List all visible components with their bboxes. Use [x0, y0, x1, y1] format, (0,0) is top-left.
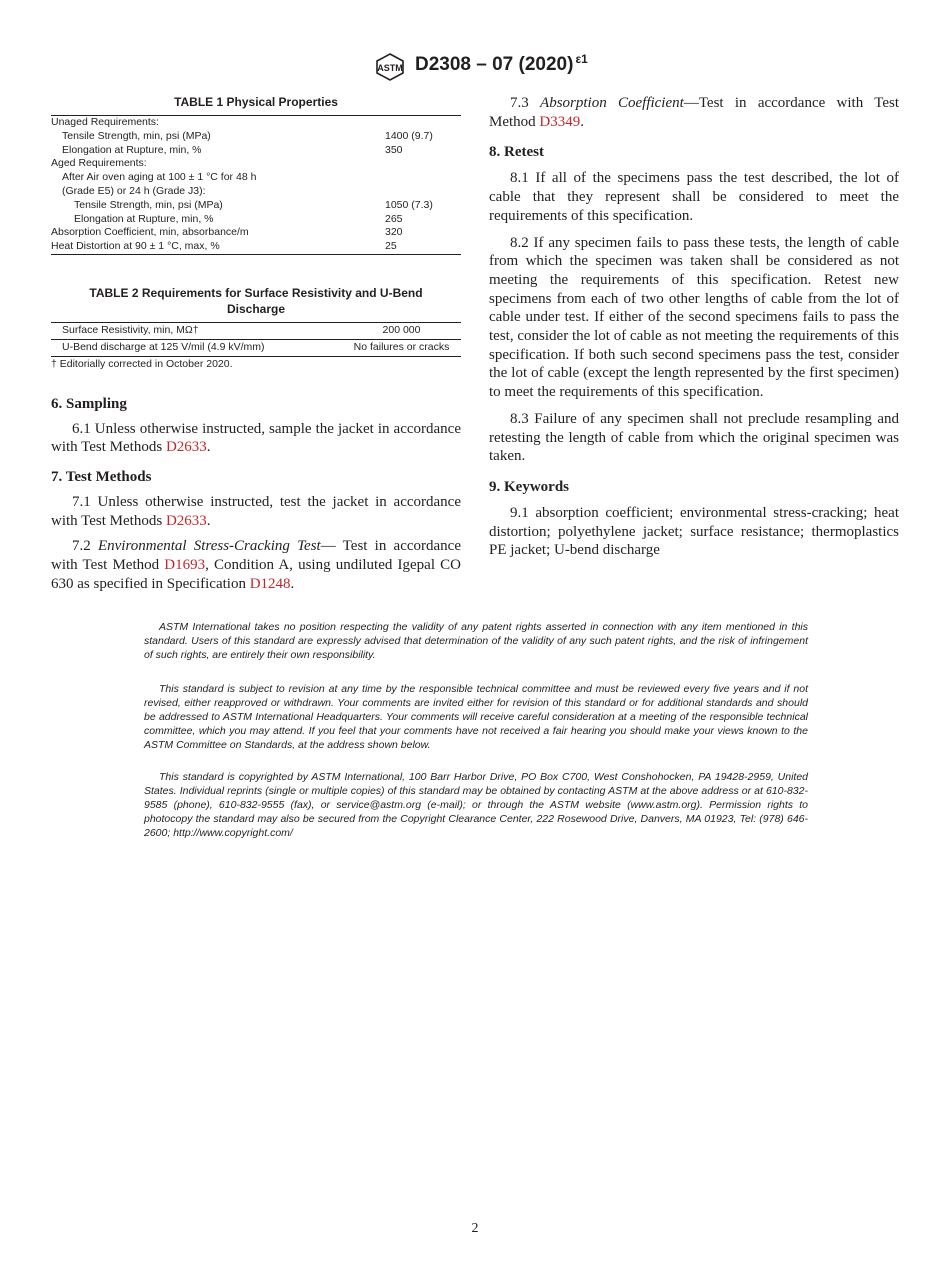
paragraph-7-1	[51, 493, 461, 530]
table-row	[51, 144, 461, 158]
left-column	[51, 94, 461, 593]
page-number: 2	[471, 1221, 479, 1236]
paragraph-title: Absorption Coefficient	[540, 95, 684, 111]
paragraph-8-2: 8.2 If any specimen fails to pass these tests, the length of cable from which the specimen was taken shall be considered as not meeting the requirements of this specification. Retest new specimens from each of two other lengths of cable from the lot of cable under test. If either of the second specimens fails to pass the test, consider the lot of cable as not meeting the requirements of this specification. If both such second specimens pass the test, consider the lot of cable (except the length represented by the first specimen) to meet the requirements of this specification.	[489, 234, 899, 401]
table2-footnote: † Editorially corrected in October 2020.	[51, 357, 233, 370]
paragraph-text: .	[290, 575, 295, 592]
table-cell-value	[385, 116, 461, 130]
astm-logo-icon	[372, 52, 408, 82]
paragraph-9-1: 9.1 absorption coefficient; environmental stress-cracking; heat distortion; polyethylene jacket; surface resistance; thermoplastics PE jacket; U-bend discharge	[489, 504, 899, 559]
table-row	[51, 171, 461, 185]
link-d2633[interactable]: D2633	[165, 439, 207, 456]
paragraph-title: Environmental Stress-Cracking Test	[97, 538, 321, 555]
table1	[51, 115, 461, 255]
table-cell-value: 1050 (7.3)	[385, 198, 433, 211]
paragraph-number: 7.2	[72, 538, 98, 555]
table2-title: TABLE 2 Requirements for Surface Resistivity and U-Bend Discharge	[89, 285, 423, 316]
paragraph-8-1: 8.1 If all of the specimens pass the test described, the lot of cable that they represent shall be considered to meet the requirements of this specification.	[489, 170, 899, 224]
table-row	[51, 213, 461, 227]
table-row	[51, 339, 461, 356]
paragraph-text: 6.1 Unless otherwise instructed, sample the jacket in accordance with Test Methods	[51, 420, 461, 456]
section-6-heading: 6. Sampling	[51, 395, 127, 412]
table-cell-value: 350	[385, 143, 403, 156]
table-row	[51, 240, 461, 254]
table-cell-label: Absorption Coefficient, min, absorbance/m	[51, 226, 249, 239]
table-cell-label: Tensile Strength, min, psi (MPa)	[74, 198, 223, 211]
link-d2633[interactable]: D2633	[165, 512, 207, 529]
paragraph-text: .	[206, 439, 211, 456]
section-7-heading: 7. Test Methods	[51, 468, 152, 485]
table-cell-value: 25	[385, 240, 397, 253]
link-d1693[interactable]: D1693	[164, 557, 206, 574]
table-row	[51, 157, 461, 171]
link-d3349[interactable]: D3349	[539, 113, 581, 130]
table-cell-value	[385, 157, 461, 171]
paragraph-text: 7.1 Unless otherwise instructed, test the jacket in accordance with Test Methods	[51, 493, 461, 529]
table-row	[51, 226, 461, 240]
table-row	[51, 130, 461, 144]
section-9-heading: 9. Keywords	[489, 478, 569, 495]
revision-notice: This standard is subject to revision at any time by the responsible technical committee and must be reviewed every five years and if not revised, either reapproved or withdrawn. Your comments are invited either for revision of this standard or for additional standards and should be addressed to ASTM International Headquarters. Your comments will receive careful consideration at a meeting of the responsible technical committee, which you may attend. If you feel that your comments have not received a fair hearing you should make your views known to the ASTM Committee on Standards, at the address shown below.	[144, 683, 808, 751]
paragraph-text: .	[206, 512, 211, 529]
table-cell-label: (Grade E5) or 24 h (Grade J3):	[62, 184, 206, 197]
table-cell-value: 200 000	[342, 322, 461, 339]
table-cell-label: Elongation at Rupture, min, %	[62, 143, 202, 156]
table-cell-label: Unaged Requirements:	[51, 116, 159, 128]
document-designation	[415, 54, 588, 76]
designation-text: D2308 – 07 (2020)	[415, 54, 574, 75]
paragraph-text: —Test in accordance with Test Method	[489, 95, 899, 130]
table-cell-value: No failures or cracks	[353, 340, 450, 353]
table-cell-label: Elongation at Rupture, min, %	[74, 212, 214, 225]
paragraph-8-3: 8.3 Failure of any specimen shall not preclude resampling and retesting the length of cable from which the original specimen was taken.	[489, 410, 899, 465]
paragraph-text: .	[580, 113, 585, 130]
patent-notice: ASTM International takes no position respecting the validity of any patent rights asserted in connection with any item mentioned in this standard. Users of this standard are expressly advised that determination of the validity of any such patent rights, and the risk of infringement of such rights, are entirely their own responsibility.	[144, 621, 808, 661]
table-row	[51, 322, 461, 339]
paragraph-7-3	[489, 94, 899, 131]
paragraph-number: 7.3	[510, 95, 541, 111]
page-header	[0, 52, 950, 84]
table-cell-value	[385, 185, 461, 199]
svg-text:ASTM: ASTM	[377, 63, 403, 73]
table-cell-label: After Air oven aging at 100 ± 1 °C for 48 h	[62, 171, 257, 184]
copyright-notice: This standard is copyrighted by ASTM International, 100 Barr Harbor Drive, PO Box C700, West Conshohocken, PA 19428-2959, United States. Individual reprints (single or multiple copies) of this standard may be obtained by contacting ASTM at the above address or at 610-832-9585 (phone), 610-832-9555 (fax), or service@astm.org (e-mail); or through the ASTM website (www.astm.org). Permission rights to photocopy the standard may also be secured from the Copyright Clearance Center, 222 Rosewood Drive, Danvers, MA 01923, Tel: (978) 646-2600; http://www.copyright.com/	[144, 771, 808, 839]
table2	[51, 322, 461, 357]
table-cell-value: 265	[385, 212, 403, 225]
right-column	[489, 94, 899, 560]
link-d1248[interactable]: D1248	[249, 575, 291, 592]
table-row	[51, 199, 461, 213]
table-cell-label: Aged Requirements:	[51, 157, 147, 170]
table1-title: TABLE 1 Physical Properties	[174, 95, 338, 109]
paragraph-6-1	[51, 420, 461, 457]
paragraph-7-2	[51, 537, 461, 593]
section-8-heading: 8. Retest	[489, 144, 544, 161]
table-cell-label: Tensile Strength, min, psi (MPa)	[62, 129, 211, 142]
table-cell-value: 320	[385, 226, 403, 239]
table-cell-label: U-Bend discharge at 125 V/mil (4.9 kV/mm)	[62, 340, 265, 353]
table-cell-label: Heat Distortion at 90 ± 1 °C, max, %	[51, 240, 220, 253]
paragraph-text: , Condition A, using undiluted Igepal CO 630 as specified in Specification	[51, 557, 461, 592]
table-row	[51, 185, 461, 199]
table-cell-value	[385, 171, 461, 185]
designation-superscript: ε1	[575, 52, 588, 66]
table-row	[51, 116, 461, 130]
table-cell-label: Surface Resistivity, min, MΩ†	[51, 322, 342, 339]
paragraph-text: — Test in accordance with Test Method	[51, 538, 461, 574]
table-cell-value: 1400 (9.7)	[385, 129, 433, 142]
